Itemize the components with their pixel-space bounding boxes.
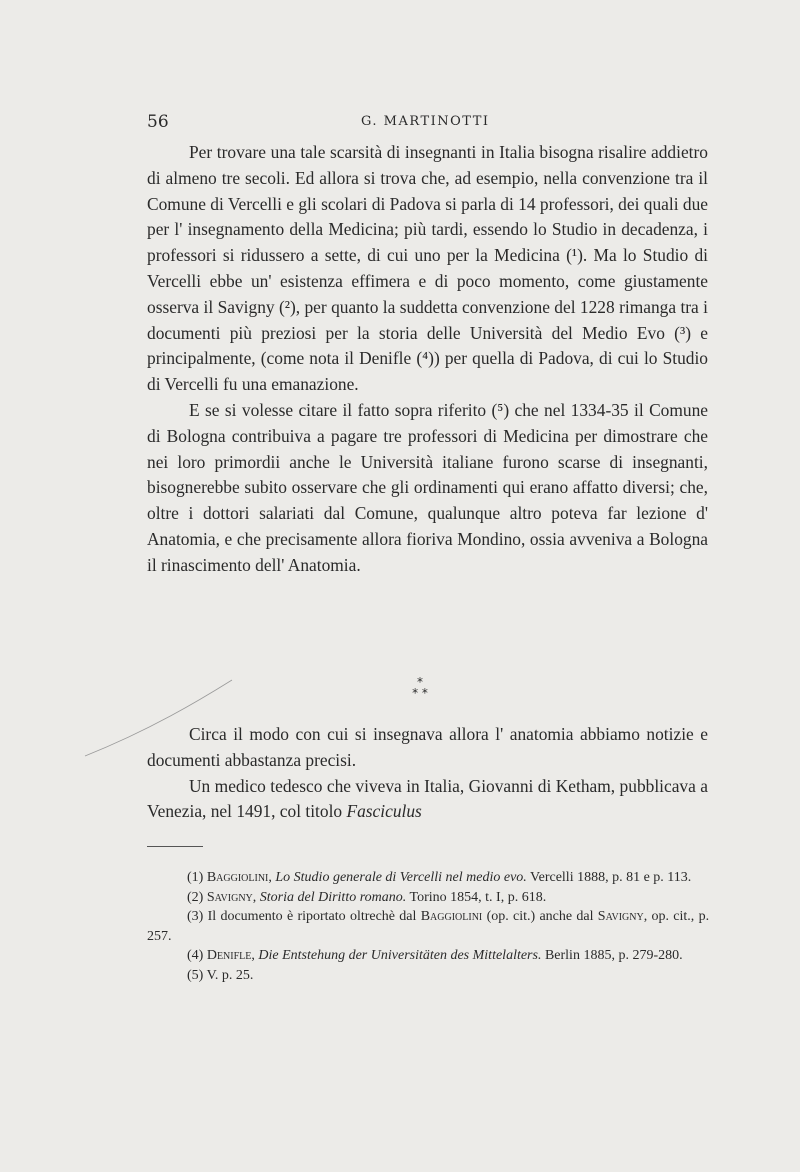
asterism-top: * <box>417 675 423 689</box>
paragraph: Circa il modo con cui si insegnava allora l' anatomia abbiamo notizie e documenti abbastanza precisi. <box>147 724 708 770</box>
footnote-reference: Vercelli 1888, p. 81 e p. 113. <box>530 870 692 885</box>
footnote-reference: Berlin 1885, p. 279-280. <box>544 948 683 963</box>
footnote-2 <box>147 888 709 908</box>
footnote-1 <box>147 868 709 888</box>
footnote-reference: V. p. 25. <box>206 967 254 983</box>
page-number: 56 <box>147 112 169 132</box>
paragraph-text: Un medico tedesco che viveva in Italia, Giovanni di Ketham, pubblicava a Venezia, nel 1491, col titolo <box>147 775 708 822</box>
footnote-rule <box>147 846 203 847</box>
footnote-reference: Torino 1854, t. I, p. 618. <box>409 889 547 905</box>
footnote-4 <box>147 946 709 966</box>
footnotes <box>147 868 709 985</box>
paragraph <box>147 774 708 826</box>
footnote-text: Il documento è riportato oltrechè dal <box>207 909 417 924</box>
page-header <box>147 112 707 136</box>
footnote-author: Baggiolini, <box>206 870 272 885</box>
footnote-author: Baggiolini <box>420 909 483 924</box>
section-text <box>147 722 708 825</box>
footnote-number: (4) <box>187 948 204 963</box>
paragraph: E se si volesse citare il fatto sopra riferito (⁵) che nel 1334-35 il Comune di Bologna contribuiva a pagare tre professori di Medicina per dimostrare che nei loro primordii anche le Università italiane furono scarse di insegnanti, bisognerebbe subito osservare che gli ordinamenti qui erano affatto diversi; che, oltre i dottori salariati dal Comune, qualunque altro poteva far lezione d' Anatomia, e che precisamente allora fioriva Mondino, ossia avveniva a Bologna il rinascimento dell' Anatomia. <box>147 399 708 575</box>
footnote-3 <box>147 907 709 946</box>
footnote-author: Savigny, <box>597 909 648 924</box>
footnote-author: Denifle, <box>206 948 255 963</box>
footnote-title: Lo Studio generale di Vercelli nel medio evo. <box>275 870 527 885</box>
footnote-title: Storia del Diritto romano. <box>259 889 407 905</box>
footnote-author: Savigny, <box>206 889 257 905</box>
footnote-5 <box>147 966 709 986</box>
asterism-bottom: * * <box>412 686 428 700</box>
footnote-number: (3) <box>187 909 204 924</box>
running-head: G. MARTINOTTI <box>361 114 490 129</box>
asterism-divider <box>390 677 450 699</box>
main-text <box>147 140 708 579</box>
footnote-title: Die Entstehung der Universitäten des Mittelalters. <box>258 948 542 963</box>
book-title: Fasciculus <box>346 801 422 822</box>
footnote-reference: op. cit., p. 257. <box>147 909 710 944</box>
footnote-number: (2) <box>187 889 204 905</box>
footnote-number: (5) <box>187 967 204 983</box>
paragraph: Per trovare una tale scarsità di insegnanti in Italia bisogna risalire addietro di almeno tre secoli. Ed allora si trova che, ad esempio, nella convenzione tra il Comune di Vercelli e gli scolari di Padova si parla di 14 professori, dei quali due per l' insegnamento della Medicina; più tardi, essendo lo Studio in decadenza, i professori si ridussero a sette, di cui uno per la Medicina (¹). Ma lo Studio di Vercelli ebbe un' esistenza effimera e di poco momento, come giustamente osserva il Savigny (²), per quanto la suddetta convenzione del 1228 rimanga tra i documenti più preziosi per la storia delle Università del Medio Evo (³) e principalmente, (come nota il Denifle (⁴)) per quella di Padova, di cui lo Studio di Vercelli fu una emanazione. <box>147 142 708 395</box>
footnote-number: (1) <box>187 870 204 885</box>
footnote-text: (op. cit.) anche dal <box>486 909 594 924</box>
